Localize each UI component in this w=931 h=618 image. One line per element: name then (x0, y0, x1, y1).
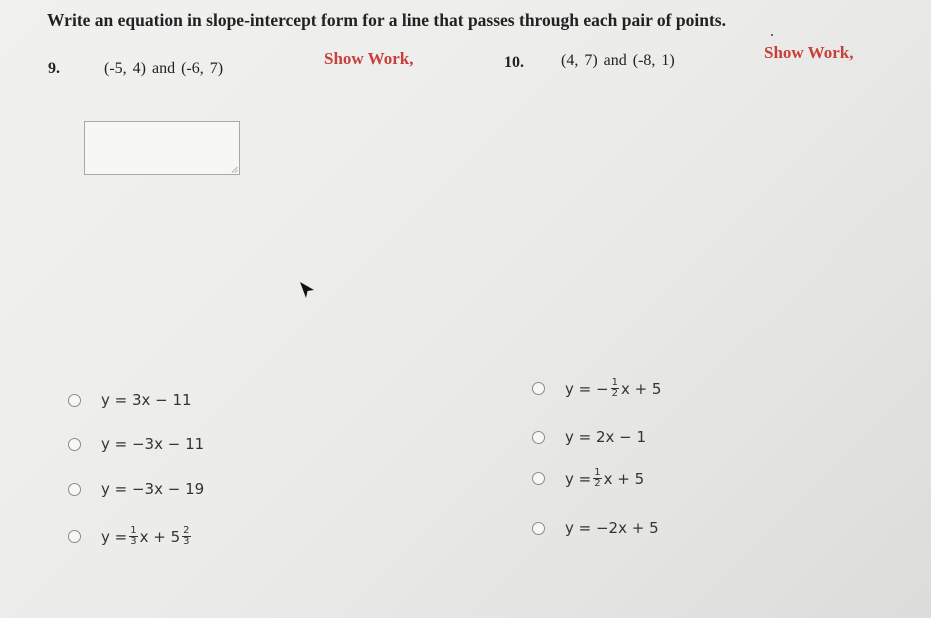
q9-option-4-fraction-2 (182, 526, 190, 547)
q9-option-3-label: y = −3x − 19 (101, 480, 205, 498)
q9-option-4-mid: x + 5 (139, 527, 181, 546)
q9-option-4-radio[interactable] (68, 530, 81, 543)
q10-option-4-label: y = −2x + 5 (565, 519, 659, 537)
q9-option-2[interactable] (68, 435, 204, 453)
q10-option-1[interactable] (532, 378, 661, 399)
question-9-show-work-link[interactable]: Show Work, (324, 49, 414, 68)
fraction-denominator: 3 (130, 536, 137, 547)
answer-textbox[interactable] (84, 121, 240, 175)
q9-option-4-label (101, 526, 193, 547)
q10-option-1-lhs: y = − (565, 379, 609, 398)
question-10-number: 10. (504, 54, 524, 71)
q9-option-1-radio[interactable] (68, 394, 81, 407)
q10-option-1-rhs: x + 5 (620, 379, 662, 398)
instructions: Write an equation in slope-intercept form for a line that passes through each pair of points. (47, 10, 726, 30)
q9-option-4-fraction (129, 526, 137, 547)
fraction-numerator: 2 (183, 525, 190, 536)
question-9-number: 9. (48, 60, 60, 77)
q9-option-1-label: y = 3x − 11 (101, 391, 192, 409)
q9-option-4-lhs: y = (101, 527, 128, 546)
arrow-cursor-icon (298, 280, 316, 302)
q9-option-2-label: y = −3x − 11 (101, 435, 205, 453)
q10-option-3-rhs: x + 5 (603, 469, 645, 488)
q9-option-2-radio[interactable] (68, 438, 81, 451)
question-10-show-work-link[interactable]: Show Work, (764, 43, 854, 62)
fraction-numerator: 1 (130, 525, 137, 536)
speck (771, 34, 773, 36)
q10-option-3-radio[interactable] (532, 472, 545, 485)
fraction-denominator: 3 (183, 536, 190, 547)
q9-option-3[interactable] (68, 480, 204, 498)
q9-option-4[interactable] (68, 526, 193, 547)
question-9-points: (-5, 4) and (-6, 7) (104, 60, 224, 77)
q10-option-4[interactable] (532, 519, 659, 537)
q10-option-4-radio[interactable] (532, 522, 545, 535)
q10-option-3-lhs: y = (565, 469, 592, 488)
q10-option-2-label: y = 2x − 1 (565, 428, 647, 446)
q10-option-3-label (565, 468, 644, 489)
q10-option-3-fraction (593, 468, 601, 489)
q10-option-1-fraction (611, 378, 619, 399)
q10-option-1-radio[interactable] (532, 382, 545, 395)
question-10-points: (4, 7) and (-8, 1) (561, 52, 675, 69)
q9-option-1[interactable] (68, 391, 192, 409)
resize-grip-icon[interactable] (231, 166, 238, 173)
q9-option-3-radio[interactable] (68, 483, 81, 496)
fraction-numerator: 1 (594, 467, 601, 478)
fraction-denominator: 2 (594, 478, 601, 489)
q10-option-3[interactable] (532, 468, 644, 489)
q10-option-2-radio[interactable] (532, 431, 545, 444)
fraction-numerator: 1 (611, 377, 618, 388)
q10-option-2[interactable] (532, 428, 646, 446)
fraction-denominator: 2 (611, 388, 618, 399)
q10-option-1-label (565, 378, 661, 399)
